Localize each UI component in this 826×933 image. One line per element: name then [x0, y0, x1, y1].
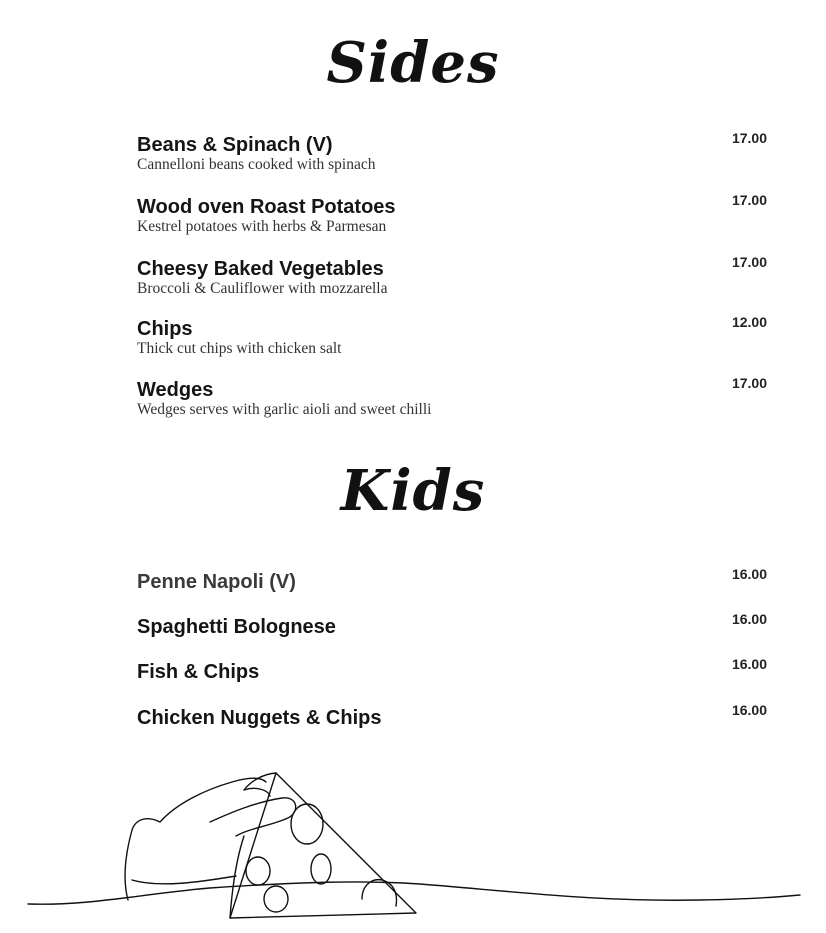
item-name: Chips — [137, 318, 193, 340]
item-description: Cannelloni beans cooked with spinach — [137, 156, 376, 173]
item-name: Cheesy Baked Vegetables — [137, 258, 384, 280]
item-description: Wedges serves with garlic aioli and sweet chilli — [137, 401, 432, 418]
item-description: Thick cut chips with chicken salt — [137, 340, 342, 357]
item-name: Chicken Nuggets & Chips — [137, 707, 382, 729]
item-name: Fish & Chips — [137, 661, 260, 683]
sides-item-beans-spinach — [137, 130, 777, 174]
sides-item-roast-potatoes — [137, 192, 777, 236]
item-price: 17.00 — [731, 254, 767, 270]
kids-item-spaghetti-bolognese — [137, 611, 777, 638]
item-description: Broccoli & Cauliflower with mozzarella — [137, 280, 388, 297]
kids-item-fish-chips — [137, 656, 777, 683]
item-price: 16.00 — [731, 611, 767, 627]
kids-item-penne-napoli — [137, 566, 777, 593]
item-price: 17.00 — [731, 130, 767, 146]
kids-item-chicken-nuggets — [137, 702, 777, 729]
item-name: Spaghetti Bolognese — [137, 616, 336, 638]
item-description: Kestrel potatoes with herbs & Parmesan — [137, 218, 387, 235]
item-price: 17.00 — [731, 192, 767, 208]
item-name: Beans & Spinach (V) — [137, 134, 333, 156]
item-name: Wedges — [137, 379, 214, 401]
item-price: 16.00 — [731, 702, 767, 718]
item-price: 12.00 — [731, 314, 767, 330]
sides-item-chips — [137, 314, 777, 358]
kids-section-title: Kids — [340, 458, 486, 524]
item-name: Penne Napoli (V) — [137, 571, 296, 593]
sides-item-cheesy-vegetables — [137, 254, 777, 298]
sides-item-wedges — [137, 375, 777, 419]
item-name: Wood oven Roast Potatoes — [137, 196, 396, 218]
sides-section-title: Sides — [326, 30, 500, 96]
item-price: 16.00 — [731, 566, 767, 582]
item-price: 17.00 — [731, 375, 767, 391]
hand-holding-pizza-slice-icon — [0, 760, 826, 933]
item-price: 16.00 — [731, 656, 767, 672]
